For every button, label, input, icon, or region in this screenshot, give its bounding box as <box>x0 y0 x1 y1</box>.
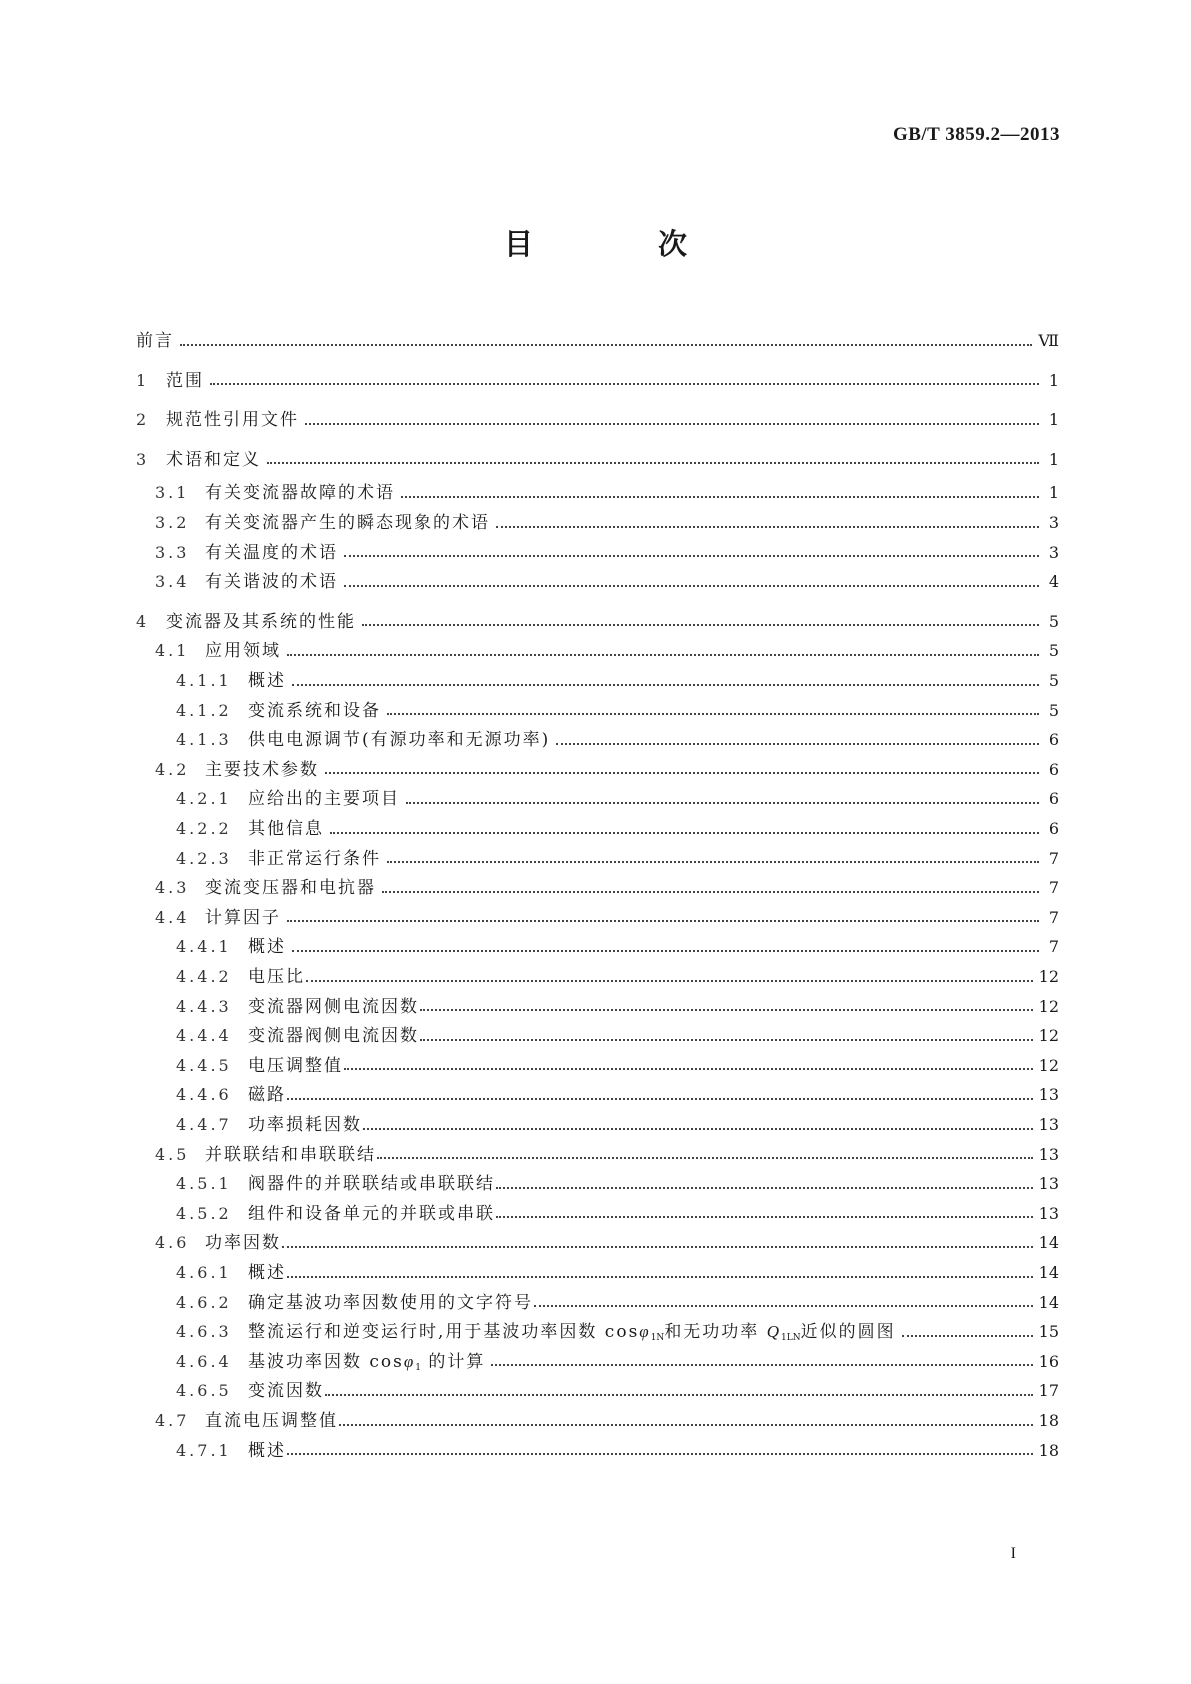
toc-entry[interactable] <box>136 1290 1059 1316</box>
toc-entry-page: 3 <box>1048 513 1059 532</box>
toc-entry-number: 4.5 <box>155 1144 190 1164</box>
toc-entry-title: 前言 <box>136 331 174 351</box>
toc-entry[interactable] <box>136 1260 1059 1286</box>
toc-entry-page: 7 <box>1048 937 1059 957</box>
dot-leader <box>339 1423 1033 1426</box>
toc-entry[interactable] <box>136 905 1059 931</box>
toc-entry-number: 4.4.6 <box>176 1085 232 1105</box>
toc-entry[interactable] <box>136 698 1059 724</box>
dot-leader <box>305 422 1039 425</box>
toc-entry-title: 概述 <box>248 1263 286 1283</box>
toc-entry-number: 4.5.2 <box>176 1203 232 1223</box>
toc-entry-number: 4 <box>136 611 150 631</box>
toc-entry-title: 有关变流器故障的术语 <box>205 483 395 504</box>
dot-leader <box>556 742 1039 745</box>
toc-entry-number: 4.1.3 <box>176 730 232 750</box>
toc-entry-page: 14 <box>1038 1292 1059 1312</box>
dot-leader <box>344 554 1039 557</box>
dot-leader <box>362 623 1039 626</box>
toc-entry-title: 并联联结和串联联结 <box>205 1144 376 1165</box>
dot-leader <box>344 1067 1033 1070</box>
toc-entry-page: 5 <box>1048 700 1059 720</box>
toc-entry-title: 磁路 <box>248 1085 286 1106</box>
toc-entry-page: 1 <box>1048 410 1059 430</box>
toc-entry[interactable] <box>136 510 1059 536</box>
toc-entry-number: 4.5.1 <box>176 1174 232 1194</box>
toc-entry-title: 其他信息 <box>248 819 324 839</box>
toc-entry-page: 5 <box>1048 611 1059 631</box>
toc-entry-title: 供电电源调节(有源功率和无源功率) <box>248 730 551 751</box>
toc-entry[interactable] <box>136 816 1059 842</box>
dot-leader <box>330 831 1039 834</box>
toc-entry-title: 变流因数 <box>248 1381 324 1402</box>
dot-leader <box>287 1452 1033 1455</box>
toc-entry-page: 12 <box>1038 1026 1059 1046</box>
page-number: I <box>1010 1545 1016 1562</box>
toc-entry-number: 4.4.7 <box>176 1115 232 1134</box>
dot-leader <box>382 890 1039 893</box>
dot-leader <box>534 1304 1033 1307</box>
toc-entry-title: 概述 <box>248 937 286 958</box>
toc-entry-page: 4 <box>1048 572 1059 592</box>
toc-entry-number: 4.1 <box>155 641 190 661</box>
toc-entry-title: 规范性引用文件 <box>166 410 299 431</box>
dot-leader <box>902 1334 1033 1337</box>
toc-entry[interactable] <box>136 846 1059 872</box>
toc-entry-page: 13 <box>1038 1203 1059 1223</box>
toc-entry-page: 1 <box>1048 483 1059 503</box>
toc-entry[interactable] <box>136 1082 1059 1108</box>
toc-entry-title: 变流系统和设备 <box>248 700 381 721</box>
toc-entry-title: 计算因子 <box>205 907 281 928</box>
toc-entry-title: 直流电压调整值 <box>205 1411 338 1431</box>
toc-entry-title: 范围 <box>166 370 204 391</box>
toc-entry-page: 5 <box>1048 671 1059 690</box>
toc-entry-number: 3.3 <box>155 542 190 562</box>
toc-entry-title: 电压调整值 <box>248 1055 343 1076</box>
toc-entry[interactable] <box>136 1112 1059 1138</box>
toc-entry-title: 主要技术参数 <box>205 759 319 780</box>
toc-entry-page: 1 <box>1048 370 1059 390</box>
toc-entry-title: 概述 <box>248 671 286 691</box>
toc-entry-page: 17 <box>1038 1381 1059 1401</box>
toc-entry[interactable] <box>136 1408 1059 1434</box>
toc-entry[interactable] <box>136 1171 1059 1197</box>
dot-leader <box>325 1393 1033 1396</box>
toc-entry-page: 6 <box>1048 789 1059 809</box>
math-symbol: φ <box>403 1351 416 1371</box>
toc-entry-title: 电压比 <box>248 967 305 987</box>
toc-entry-number: 4.4.1 <box>176 937 232 957</box>
toc-entry-title: 有关谐波的术语 <box>205 572 338 593</box>
toc-entry-number: 2 <box>136 410 150 430</box>
toc-entry-page: 7 <box>1048 907 1059 927</box>
toc-entry-number: 4.6.1 <box>176 1263 232 1282</box>
page-title: 目 次 <box>503 227 735 261</box>
toc-entry[interactable] <box>136 569 1059 595</box>
toc-entry-number: 4.6 <box>155 1233 190 1253</box>
toc-entry[interactable] <box>136 1349 1059 1375</box>
toc-entry-page: 7 <box>1048 878 1059 898</box>
dot-leader <box>496 1186 1033 1189</box>
dot-leader <box>292 683 1039 686</box>
toc-entry-title: 应给出的主要项目 <box>248 789 400 810</box>
toc-entry-number: 4.4 <box>155 907 190 927</box>
toc-entry-page: 18 <box>1038 1440 1059 1460</box>
toc-entry[interactable] <box>136 875 1059 901</box>
toc-entry-number: 4.4.3 <box>176 996 232 1016</box>
toc-entry-title: 有关变流器产生的瞬态现象的术语 <box>205 513 490 533</box>
toc-entry-page: 5 <box>1048 641 1059 661</box>
toc-entry-title: 术语和定义 <box>166 449 261 470</box>
toc-entry[interactable] <box>136 1378 1059 1404</box>
toc-entry[interactable] <box>136 1142 1059 1168</box>
toc-entry[interactable] <box>136 447 1059 473</box>
toc-entry-number: 4.7.1 <box>176 1440 232 1460</box>
math-subscript: 1 <box>415 1362 422 1373</box>
dot-leader <box>363 1127 1033 1130</box>
toc-entry-number: 3.2 <box>155 513 190 532</box>
dot-leader <box>406 801 1039 804</box>
toc-entry-page: 13 <box>1038 1174 1059 1194</box>
toc-entry[interactable] <box>136 994 1059 1020</box>
math-symbol: Q <box>766 1322 781 1342</box>
toc-entry-number: 4.1.2 <box>176 700 232 720</box>
dot-leader <box>496 525 1039 528</box>
dot-leader <box>387 712 1039 715</box>
toc-entry-page: 12 <box>1038 996 1059 1016</box>
dot-leader <box>267 461 1039 464</box>
toc-entry-page: 14 <box>1038 1233 1059 1253</box>
toc-entry-number: 4.4.4 <box>176 1026 232 1046</box>
toc-entry-number: 4.2.2 <box>176 819 232 838</box>
toc-entry[interactable] <box>136 480 1059 506</box>
toc-entry[interactable] <box>136 934 1059 960</box>
toc-entry-page: 6 <box>1048 730 1059 750</box>
toc-entry-page: 13 <box>1038 1115 1059 1134</box>
toc-entry[interactable] <box>136 368 1059 394</box>
dot-leader <box>325 771 1039 774</box>
toc-entry[interactable] <box>136 1023 1059 1049</box>
toc-entry[interactable] <box>136 638 1059 664</box>
toc-entry-title: 变流器网侧电流因数 <box>248 996 419 1017</box>
math-subscript: 1N <box>650 1333 665 1344</box>
toc-entry-page: 12 <box>1038 1055 1059 1075</box>
toc-entry[interactable] <box>136 786 1059 812</box>
dot-leader <box>420 1008 1033 1011</box>
toc-entry-title: 概述 <box>248 1440 286 1461</box>
toc-entry-title: 变流器阀侧电流因数 <box>248 1026 419 1047</box>
toc-entry-page: 6 <box>1048 759 1059 779</box>
dot-leader <box>180 343 1032 346</box>
toc-entry-number: 3.1 <box>155 483 190 503</box>
toc-entry-page: Ⅶ <box>1038 331 1059 350</box>
dot-leader <box>282 1245 1033 1248</box>
dot-leader <box>420 1038 1033 1041</box>
toc-entry-number: 3.4 <box>155 572 190 592</box>
toc-entry[interactable] <box>136 964 1059 990</box>
title-text: 基波功率因数 cos <box>248 1351 404 1372</box>
toc-entry-title: 阀器件的并联联结或串联联结 <box>248 1174 495 1195</box>
title-text: 整流运行和逆变运行时,用于基波功率因数 cos <box>248 1322 640 1343</box>
toc-entry-page: 14 <box>1038 1263 1059 1282</box>
dot-leader <box>387 860 1039 863</box>
toc-entry-page: 13 <box>1038 1085 1059 1105</box>
toc-entry-title: 确定基波功率因数使用的文字符号 <box>248 1292 533 1313</box>
toc-entry-page: 18 <box>1038 1411 1059 1430</box>
toc-entry[interactable] <box>136 727 1059 753</box>
toc-entry-title <box>248 1319 896 1351</box>
title-text: 近似的圆图 <box>800 1322 896 1343</box>
toc-entry-title: 功率因数 <box>205 1233 281 1254</box>
toc-entry[interactable] <box>136 1319 1059 1345</box>
toc-entry-number: 4.6.2 <box>176 1292 232 1312</box>
dot-leader <box>287 653 1039 656</box>
dot-leader <box>377 1156 1033 1159</box>
dot-leader <box>292 949 1039 952</box>
math-subscript: 1LN <box>781 1333 801 1344</box>
toc-entry[interactable] <box>136 609 1059 635</box>
toc-entry-number: 4.2.3 <box>176 848 232 868</box>
toc-entry[interactable] <box>136 540 1059 566</box>
toc-entry-number: 4.6.4 <box>176 1351 232 1371</box>
dot-leader <box>287 1097 1033 1100</box>
toc-entry-title: 应用领域 <box>205 641 281 662</box>
toc-entry-page: 7 <box>1048 848 1059 868</box>
dot-leader <box>496 1215 1033 1218</box>
toc-entry-title: 变流变压器和电抗器 <box>205 878 376 899</box>
math-symbol: φ <box>639 1322 651 1342</box>
toc-entry[interactable] <box>136 668 1059 694</box>
dot-leader <box>401 495 1039 498</box>
toc-entry-title <box>248 1349 485 1381</box>
toc-entry-number: 4.6.5 <box>176 1381 232 1401</box>
toc-entry[interactable] <box>136 1438 1059 1464</box>
toc-entry-number: 4.7 <box>155 1411 190 1430</box>
toc-entry-title: 变流器及其系统的性能 <box>166 611 356 632</box>
title-text: 的计算 <box>421 1351 486 1372</box>
dot-leader <box>491 1363 1032 1366</box>
dot-leader <box>287 1275 1033 1278</box>
toc-entry[interactable] <box>136 1201 1059 1227</box>
toc-entry-page: 16 <box>1038 1351 1059 1371</box>
toc-entry-number: 4.6.3 <box>176 1322 232 1342</box>
dot-leader <box>210 382 1039 385</box>
dot-leader <box>306 979 1033 982</box>
toc-entry-number: 4.2.1 <box>176 789 232 809</box>
toc-entry-title: 功率损耗因数 <box>248 1115 362 1135</box>
toc-entry-number: 4.4.2 <box>176 967 232 986</box>
toc-entry-number: 4.2 <box>155 759 190 779</box>
toc-entry-page: 12 <box>1038 967 1059 986</box>
dot-leader <box>344 584 1039 587</box>
toc-entry-number: 4.4.5 <box>176 1055 232 1075</box>
toc-entry[interactable] <box>136 757 1059 783</box>
toc-entry-page: 1 <box>1048 449 1059 469</box>
toc-entry-page: 3 <box>1048 542 1059 562</box>
toc-entry[interactable] <box>136 1230 1059 1256</box>
standard-code: GB/T 3859.2—2013 <box>892 124 1060 145</box>
toc-entry-number: 4.3 <box>155 878 190 898</box>
dot-leader <box>287 919 1039 922</box>
toc-entry-title: 有关温度的术语 <box>205 542 338 563</box>
toc-entry[interactable] <box>136 328 1059 354</box>
toc-entry-title: 组件和设备单元的并联或串联 <box>248 1203 495 1224</box>
toc-entry[interactable] <box>136 407 1059 433</box>
toc-entry-page: 13 <box>1038 1144 1059 1164</box>
toc-entry-title: 非正常运行条件 <box>248 848 381 869</box>
toc-entry-number: 3 <box>136 449 150 469</box>
toc-entry-page: 6 <box>1048 819 1059 838</box>
toc-entry-page: 15 <box>1038 1322 1059 1342</box>
toc-entry-number: 1 <box>136 370 150 390</box>
toc-entry-number: 4.1.1 <box>176 671 232 690</box>
title-text: 和无功功率 <box>664 1322 767 1343</box>
toc-entry[interactable] <box>136 1053 1059 1079</box>
